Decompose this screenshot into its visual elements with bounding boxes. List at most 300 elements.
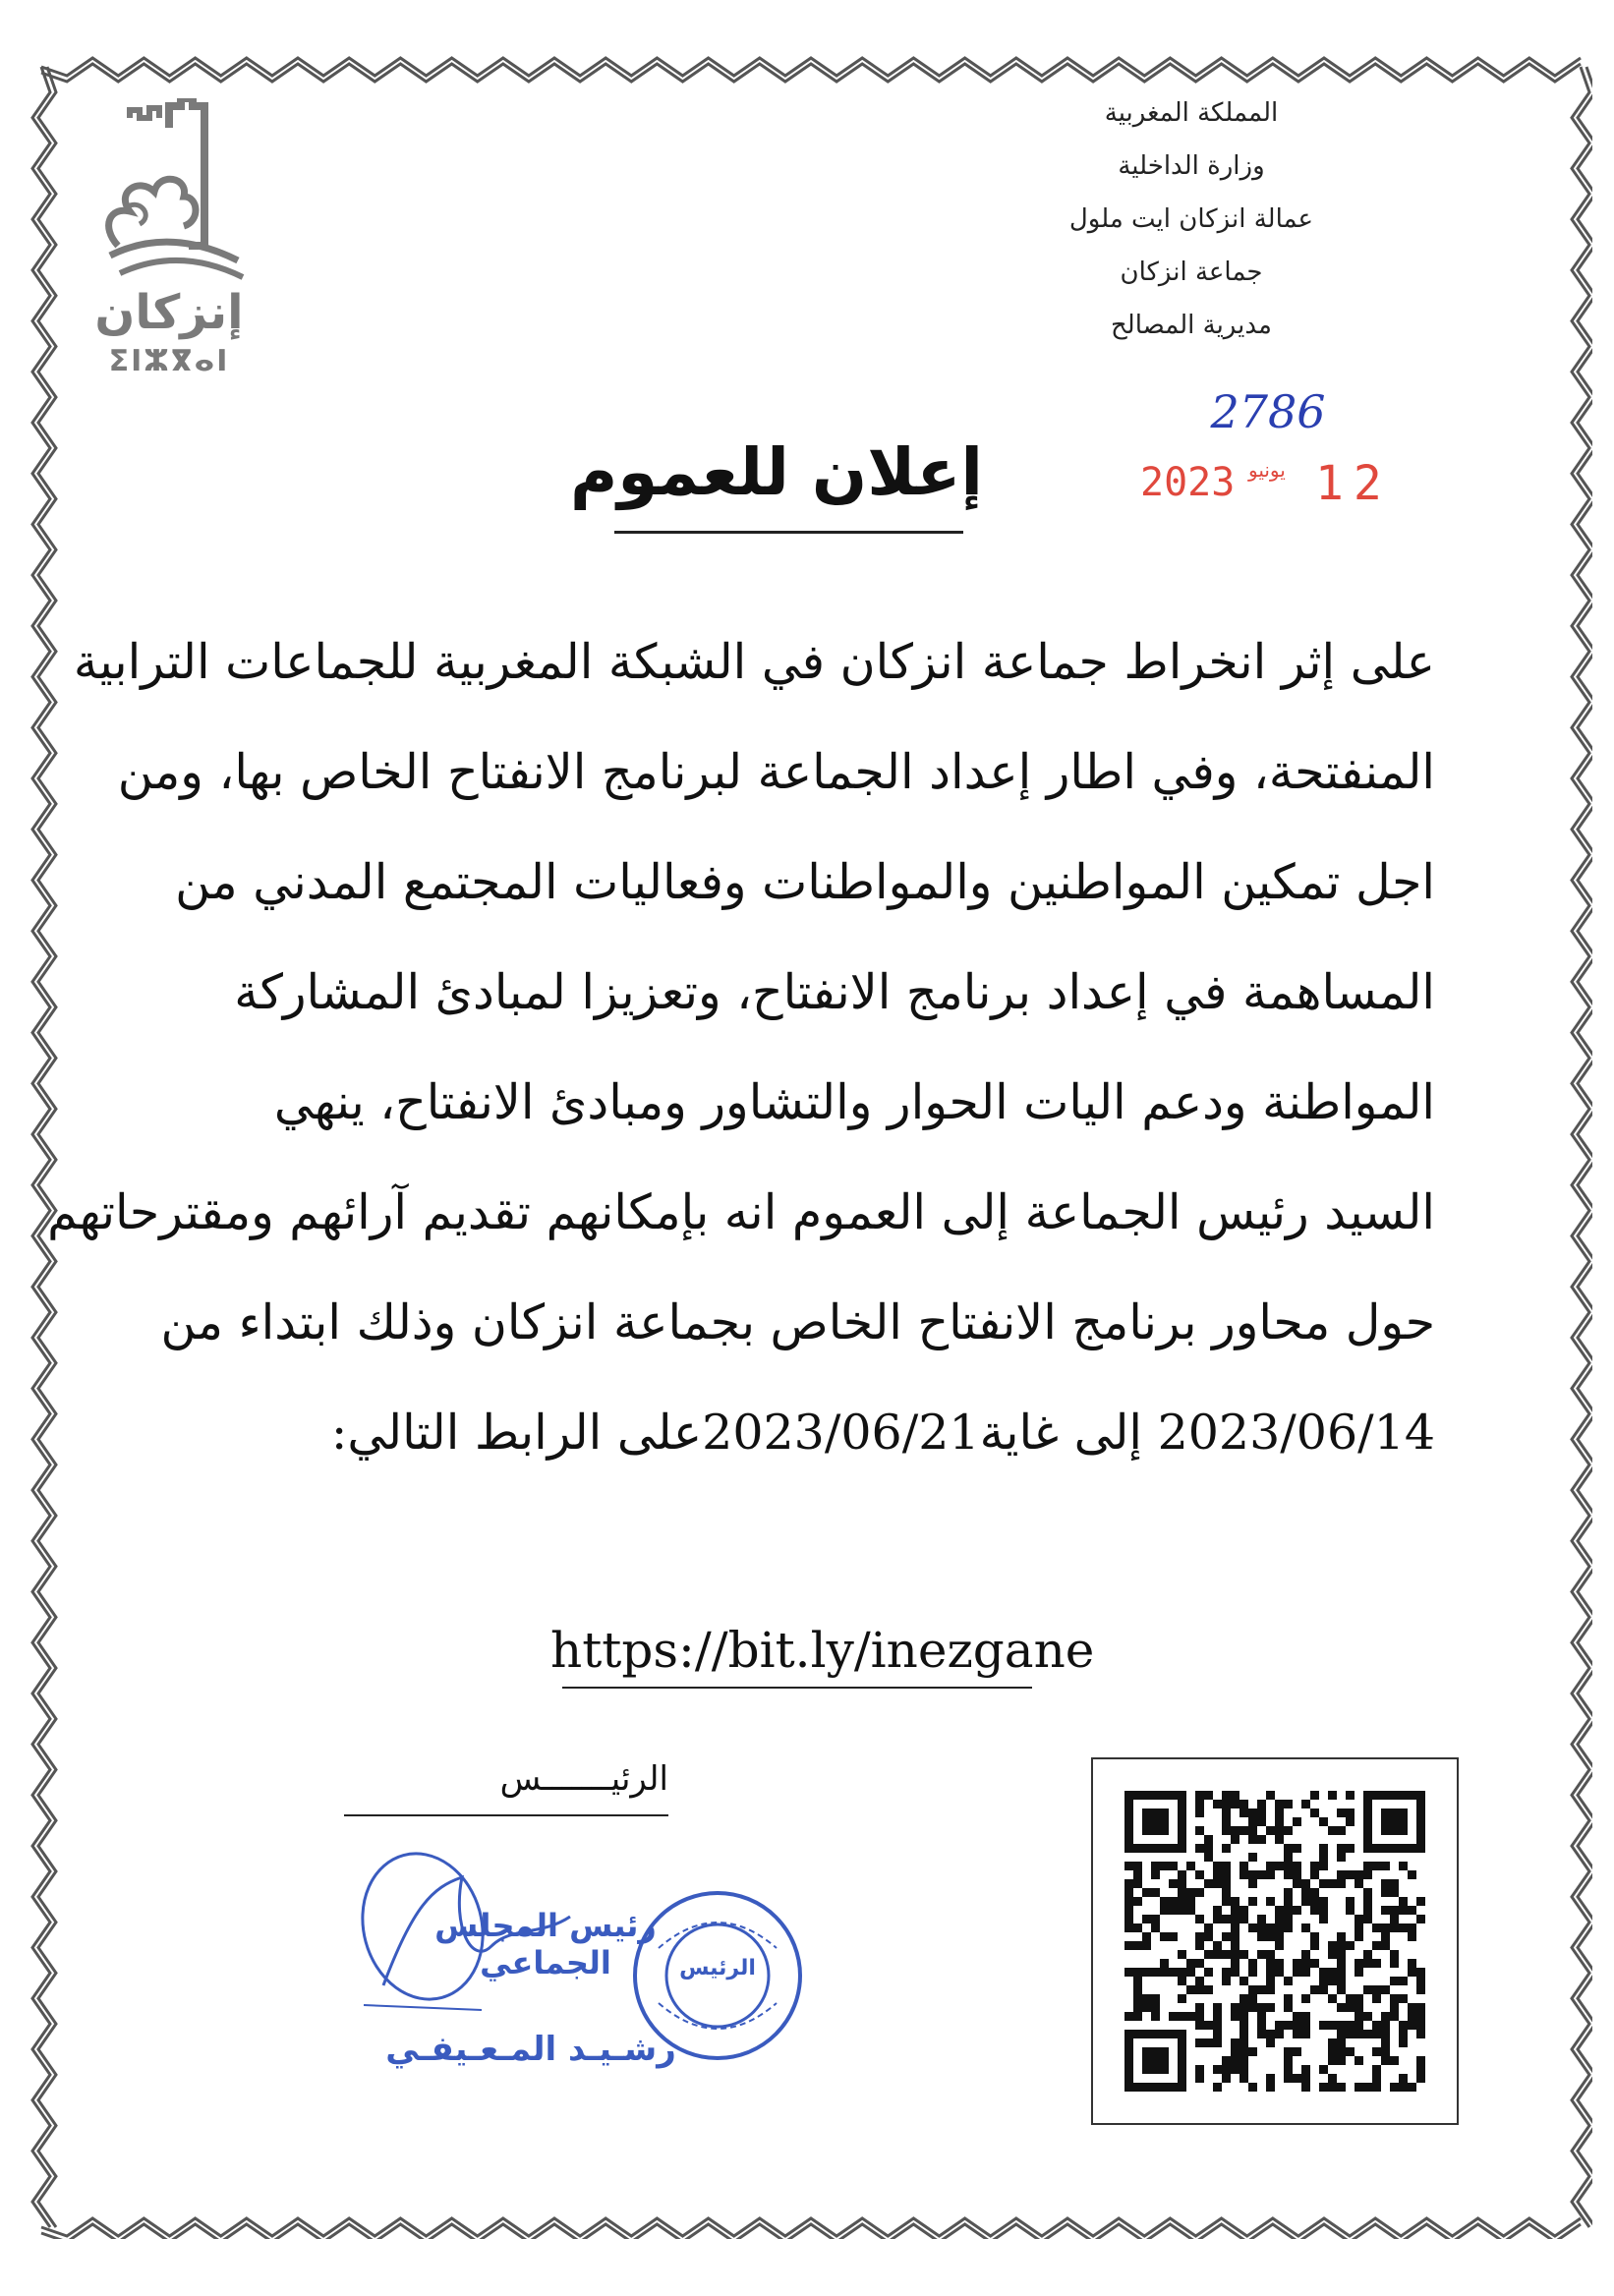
qr-module [1390,1959,1399,1968]
qr-module [1293,1879,1301,1888]
qr-module [1416,1977,1425,1985]
qr-module [1346,1791,1355,1800]
qr-module [1337,1950,1346,1959]
qr-module [1310,1959,1319,1968]
qr-module [1257,1817,1266,1826]
qr-module [1124,2012,1133,2021]
qr-module [1346,1808,1355,1817]
qr-module [1328,2083,1337,2092]
qr-module [1222,1862,1231,1870]
qr-module [1124,1888,1133,1897]
qr-module [1133,1985,1142,1994]
qr-module [1160,1959,1169,1968]
qr-module [1133,1870,1142,1879]
qr-module [1160,1968,1169,1977]
qr-module [1372,2021,1381,2030]
qr-module [1319,1915,1328,1923]
qr-module [1328,2038,1337,2047]
qr-module [1346,1870,1355,1879]
qr-module [1248,1923,1257,1932]
qr-module [1239,2038,1248,2047]
qr-module [1390,2083,1399,2092]
qr-module [1408,1932,1416,1941]
qr-module [1186,1985,1195,1994]
qr-module [1319,1853,1328,1862]
qr-module [1390,1879,1399,1888]
qr-module [1319,1977,1328,1985]
qr-module [1381,2021,1390,2030]
qr-module [1372,2030,1381,2038]
qr-module [1381,1985,1390,1994]
qr-module [1151,1994,1160,2003]
qr-module [1293,2047,1301,2056]
qr-module [1195,1959,1204,1968]
qr-module [1416,2021,1425,2030]
qr-module [1133,1994,1142,2003]
qr-module [1151,1923,1160,1932]
date-stamp [1140,452,1396,511]
seal-center-text: الرئيس [679,1956,756,1980]
qr-module [1372,2074,1381,2083]
qr-module [1195,1800,1204,1808]
qr-module [1213,2030,1222,2038]
body-line: المساهمة في إعداد برنامج الانفتاح، وتعزيزا لمبادئ المشاركة [234,964,1435,1020]
qr-module [1266,1923,1275,1932]
qr-module [1399,1862,1408,1870]
qr-module [1355,2012,1363,2021]
qr-module [1381,2012,1390,2021]
body-line: المنفتحة، وفي اطار إعداد الجماعة لبرنامج الانفتاح الخاص بها، ومن [117,744,1435,800]
qr-module [1337,1985,1346,1994]
qr-module [1363,1870,1372,1879]
qr-module [1328,1941,1337,1950]
qr-module [1169,1897,1178,1906]
qr-module [1399,2074,1408,2083]
qr-module [1328,2074,1337,2083]
qr-module [1213,1800,1222,1808]
qr-module [1239,1800,1248,1808]
qr-module [1319,1817,1328,1826]
qr-module [1390,2056,1399,2065]
qr-module [1248,1817,1257,1826]
qr-module [1337,1977,1346,1985]
qr-module [1301,1800,1310,1808]
qr-module [1204,2038,1213,2047]
qr-module [1195,1808,1204,1817]
qr-module [1416,2012,1425,2021]
qr-module [1390,2003,1399,2012]
qr-module [1346,1994,1355,2003]
qr-module [1319,2065,1328,2074]
qr-module [1372,1941,1381,1950]
qr-module [1337,2056,1346,2065]
qr-module [1293,1968,1301,1977]
qr-module [1284,1923,1293,1932]
qr-module [1257,1870,1266,1879]
qr-module [1204,1968,1213,1977]
qr-module [1310,1862,1319,1870]
qr-module [1248,1959,1257,1968]
qr-module [1416,2030,1425,2038]
qr-module [1363,2083,1372,2092]
qr-module [1266,1826,1275,1835]
qr-module [1257,1835,1266,1844]
qr-module [1231,1897,1239,1906]
qr-finder-center [1142,2047,1169,2074]
qr-module [1355,1994,1363,2003]
qr-module [1266,1985,1275,1994]
qr-module [1390,1888,1399,1897]
qr-module [1204,1879,1213,1888]
qr-module [1186,2012,1195,2021]
qr-module [1381,1923,1390,1932]
qr-module [1399,1906,1408,1915]
qr-module [1248,1853,1257,1862]
qr-module [1195,1791,1204,1800]
qr-module [1239,2047,1248,2056]
qr-module [1142,1932,1151,1941]
qr-module [1266,1968,1275,1977]
qr-module [1257,1950,1266,1959]
qr-module [1239,1977,1248,1985]
qr-module [1381,1888,1390,1897]
qr-module [1213,1906,1222,1915]
qr-module [1390,1977,1399,1985]
qr-module [1248,1968,1257,1977]
qr-module [1186,1959,1195,1968]
qr-module [1142,2003,1151,2012]
qr-module [1195,2021,1204,2030]
qr-module [1222,1817,1231,1826]
qr-module [1178,1906,1186,1915]
qr-module [1213,1862,1222,1870]
qr-module [1346,1906,1355,1915]
qr-module [1275,1817,1284,1826]
qr-module [1301,1959,1310,1968]
qr-module [1222,1950,1231,1959]
qr-module [1416,2074,1425,2083]
president-label-underline [344,1814,668,1816]
qr-module [1266,1977,1275,1985]
qr-module [1257,1923,1266,1932]
qr-module [1213,1879,1222,1888]
qr-module [1257,1808,1266,1817]
qr-module [1293,1817,1301,1826]
qr-module [1301,2065,1310,2074]
qr-module [1355,2083,1363,2092]
qr-module [1372,2047,1381,2056]
qr-module [1124,1923,1133,1932]
qr-module [1266,1950,1275,1959]
qr-module [1231,2047,1239,2056]
qr-module [1328,1826,1337,1835]
qr-module [1213,2012,1222,2021]
qr-module [1133,1897,1142,1906]
qr-module [1328,1994,1337,2003]
qr-module [1337,1968,1346,1977]
qr-module [1257,2021,1266,2030]
qr-module [1195,2012,1204,2021]
qr-module [1266,1862,1275,1870]
border-zigzag [41,2218,1581,2236]
qr-module [1257,1800,1266,1808]
qr-module [1186,1897,1195,1906]
qr-module [1381,1879,1390,1888]
qr-module [1399,1923,1408,1932]
qr-module [1133,1968,1142,1977]
qr-module [1363,1862,1372,1870]
qr-module [1363,1888,1372,1897]
announcement-title: إعلان للعموم [569,434,984,510]
qr-module [1266,1959,1275,1968]
qr-module [1204,1791,1213,1800]
qr-module [1363,1906,1372,1915]
qr-module [1151,1915,1160,1923]
qr-module [1399,1994,1408,2003]
qr-module [1328,1977,1337,1985]
qr-module [1301,2012,1310,2021]
qr-module [1275,1915,1284,1923]
qr-module [1231,1959,1239,1968]
header-line-prefecture: عمالة انزكان ايت ملول [1068,204,1314,234]
qr-module [1231,2012,1239,2021]
qr-module [1408,1870,1416,1879]
qr-module [1222,1826,1231,1835]
qr-module [1301,1968,1310,1977]
qr-module [1319,2021,1328,2030]
qr-module [1355,1870,1363,1879]
qr-module [1416,2065,1425,2074]
qr-module [1372,2083,1381,2092]
qr-module [1284,2021,1293,2030]
qr-module [1195,1977,1204,1985]
qr-module [1239,2021,1248,2030]
qr-module [1310,1906,1319,1915]
qr-module [1222,1879,1231,1888]
qr-module [1257,1985,1266,1994]
qr-module [1239,1906,1248,1915]
qr-module [1399,2083,1408,2092]
qr-module [1337,1844,1346,1853]
header-line-ministry: وزارة الداخلية [1118,151,1265,181]
qr-module [1169,1879,1178,1888]
qr-module [1248,1879,1257,1888]
qr-module [1231,1968,1239,1977]
title-underline [614,531,963,534]
qr-module [1381,2056,1390,2065]
qr-module [1381,1932,1390,1941]
qr-module [1310,1985,1319,1994]
qr-module [1390,1915,1399,1923]
qr-module [1346,1844,1355,1853]
qr-module [1293,2021,1301,2030]
qr-module [1346,1897,1355,1906]
qr-module [1346,2030,1355,2038]
qr-module [1151,1870,1160,1879]
qr-module [1204,1835,1213,1844]
qr-module [1372,1985,1381,1994]
body-line: اجل تمكين المواطنين والمواطنات وفعاليات المجتمع المدني من [175,854,1435,910]
qr-module [1231,1791,1239,1800]
body-line-dates: 2023/06/14 إلى غاية2023/06/21على الرابط التالي: [330,1405,1435,1461]
qr-module [1416,2003,1425,2012]
qr-module [1381,1941,1390,1950]
qr-module [1257,2003,1266,2012]
qr-module [1328,2056,1337,2065]
qr-module [1142,1941,1151,1950]
qr-module [1337,1959,1346,1968]
qr-module [1124,1906,1133,1915]
document-header [1014,86,1368,352]
qr-module [1213,2003,1222,2012]
qr-code-pattern [1124,1791,1425,2092]
qr-module [1248,2083,1257,2092]
qr-module [1399,2030,1408,2038]
qr-module [1328,2047,1337,2056]
qr-module [1124,1968,1133,1977]
qr-module [1133,2003,1142,2012]
qr-module [1355,2003,1363,2012]
announcement-body [47,607,1435,1488]
qr-module [1293,1844,1301,1853]
qr-module [1293,1959,1301,1968]
qr-module [1337,1870,1346,1879]
qr-module [1195,1888,1204,1897]
qr-module [1178,1888,1186,1897]
qr-module [1239,2012,1248,2021]
qr-module [1301,2074,1310,2083]
qr-module [1408,2083,1416,2092]
qr-code[interactable] [1091,1757,1459,2125]
qr-module [1355,1932,1363,1941]
qr-module [1284,1826,1293,1835]
qr-module [1266,1932,1275,1941]
qr-module [1355,1968,1363,1977]
qr-module [1363,1985,1372,1994]
qr-module [1363,1897,1372,1906]
qr-module [1248,1826,1257,1835]
qr-module [1293,2030,1301,2038]
qr-module [1124,1897,1133,1906]
qr-module [1328,1879,1337,1888]
qr-module [1248,2047,1257,2056]
qr-module [1195,1844,1204,1853]
qr-finder-center [1142,1808,1169,1835]
municipality-logo [71,98,267,383]
qr-module [1372,2065,1381,2074]
qr-module [1160,1906,1169,1915]
qr-module [1346,2003,1355,2012]
qr-module [1301,2021,1310,2030]
qr-module [1239,1870,1248,1879]
qr-module [1319,1985,1328,1994]
qr-module [1239,2030,1248,2038]
qr-module [1133,1923,1142,1932]
qr-module [1213,2065,1222,2074]
qr-module [1257,2030,1266,2038]
qr-module [1284,1888,1293,1897]
qr-module [1319,1968,1328,1977]
date-stamp-month: يونيو [1248,458,1286,482]
qr-module [1293,1906,1301,1915]
qr-module [1178,1977,1186,1985]
qr-module [1222,1968,1231,1977]
qr-module [1222,2056,1231,2065]
qr-module [1372,1994,1381,2003]
qr-module [1204,1950,1213,1959]
qr-module [1239,2056,1248,2065]
qr-module [1222,1888,1231,1897]
qr-module [1408,1959,1416,1968]
qr-module [1195,1826,1204,1835]
qr-module [1248,1897,1257,1906]
qr-module [1222,1844,1231,1853]
qr-module [1204,1932,1213,1941]
logo-arabic-text: إنزكان [94,285,244,340]
qr-module [1284,1800,1293,1808]
qr-module [1266,1791,1275,1800]
qr-module [1310,1808,1319,1817]
qr-module [1293,1862,1301,1870]
qr-module [1160,1862,1169,1870]
qr-module [1284,1862,1293,1870]
qr-module [1151,1888,1160,1897]
qr-module [1231,2065,1239,2074]
qr-module [1124,1941,1133,1950]
qr-module [1381,2038,1390,2047]
link-underline [562,1687,1032,1689]
qr-module [1408,2021,1416,2030]
qr-module [1231,1835,1239,1844]
qr-module [1266,2003,1275,2012]
qr-module [1186,1906,1195,1915]
participation-link[interactable]: https://bit.ly/inezgane [550,1622,1095,1679]
border-zigzag [41,58,1581,76]
qr-module [1363,1915,1372,1923]
qr-module [1337,2047,1346,2056]
qr-module [1275,1862,1284,1870]
qr-module [1319,1906,1328,1915]
qr-module [1284,2003,1293,2012]
qr-module [1310,1941,1319,1950]
qr-module [1248,1994,1257,2003]
qr-module [1231,1923,1239,1932]
qr-module [1169,1932,1178,1941]
qr-module [1416,2056,1425,2065]
qr-module [1248,1985,1257,1994]
qr-module [1169,1862,1178,1870]
qr-module [1124,1915,1133,1923]
qr-module [1355,1959,1363,1968]
qr-module [1222,1791,1231,1800]
qr-module [1328,1791,1337,1800]
qr-module [1310,1888,1319,1897]
qr-module [1169,2012,1178,2021]
qr-module [1372,1923,1381,1932]
qr-module [1222,1897,1231,1906]
qr-module [1142,1968,1151,1977]
qr-module [1284,2074,1293,2083]
qr-module [1284,2056,1293,2065]
qr-module [1310,1791,1319,1800]
qr-module [1310,1897,1319,1906]
qr-module [1337,1853,1346,1862]
qr-module [1310,1932,1319,1941]
qr-module [1133,1879,1142,1888]
qr-module [1284,1915,1293,1923]
qr-module [1231,2056,1239,2065]
qr-module [1133,1941,1142,1950]
